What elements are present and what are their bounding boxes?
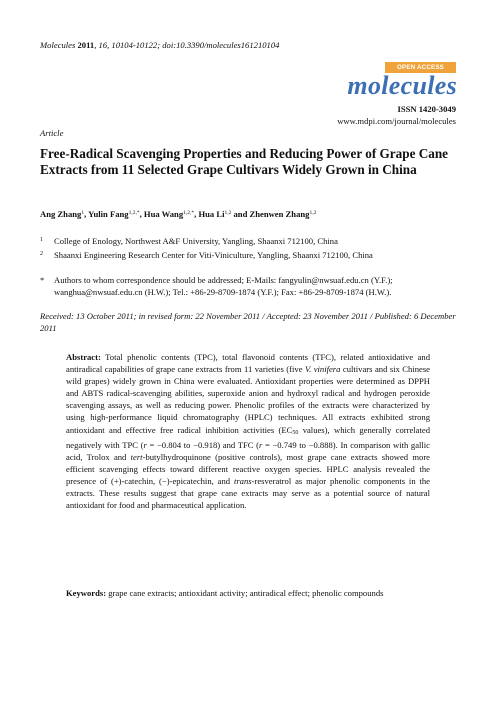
author-name: Zhenwen Zhang <box>249 209 310 219</box>
affiliation-2: 2 Shaanxi Engineering Research Center for Viti-Viniculture, Yangling, Shaanxi 712100, China <box>40 250 373 260</box>
author-affiliation-marker: 1,2,* <box>183 210 195 216</box>
author-affiliation-marker: 1,2,* <box>128 210 140 216</box>
abstract-label: Abstract: <box>66 352 101 362</box>
citation-year: 2011 <box>77 40 95 50</box>
correspondence-text: Authors to whom correspondence should be addressed; E-Mails: fangyulin@nwsuaf.edu.cn (Y.F.); wanghua@nwsuaf.edu.cn (H.W.); Tel.: +86-29-8709-1874 (Y.F.); Fax: +86-29-8709-1874 (H.W.). <box>54 275 393 297</box>
keywords-text: grape cane extracts; antioxidant activity; antiradical effect; phenolic compounds <box>106 588 384 598</box>
citation-pages-doi: , 10104-10122; doi:10.3390/molecules161210104 <box>107 40 280 50</box>
journal-url-link[interactable]: www.mdpi.com/journal/molecules <box>337 116 456 126</box>
keywords-line <box>66 588 430 598</box>
author-name: Yulin Fang <box>88 209 129 219</box>
journal-citation: Molecules 2011, 16, 10104-10122; doi:10.3390/molecules161210104 <box>40 40 280 50</box>
citation-journal: Molecules <box>40 40 76 50</box>
author-name: Hua Li <box>198 209 225 219</box>
journal-logo-text: molecules <box>347 71 457 100</box>
author-affiliation-marker: 1,2 <box>309 210 317 216</box>
citation-volume: 16 <box>98 40 108 50</box>
affiliation-1: 1 College of Enology, Northwest A&F University, Yangling, Shaanxi 712100, China <box>40 236 338 246</box>
correspondence-star: * <box>40 275 45 285</box>
open-access-badge: OPEN ACCESS <box>385 62 456 73</box>
author-name: Hua Wang <box>143 209 184 219</box>
article-title: Free-Radical Scavenging Properties and Reducing Power of Grape Cane Extracts from 11 Selected Grape Cultivars Widely Grown in China <box>40 146 449 177</box>
author-affiliation-marker: 1,2 <box>224 210 232 216</box>
author-list: Ang Zhang$^1$, Yulin Fang$^{1,2,*}$, Hua Wang$^{1,2,*}$, Hua Li$^{1,2}$ and Zhenwen Zhang$^{1,2}$ <box>40 209 317 219</box>
author-name: Ang Zhang <box>40 209 82 219</box>
keywords-label: Keywords: <box>66 588 107 598</box>
publication-dates: Received: 13 October 2011; in revised form: 22 November 2011 / Accepted: 23 November 2011 / Published: 6 December 2011 <box>40 311 456 333</box>
abstract-paragraph: Abstract: Total phenolic contents (TPC), total flavonoid contents (TFC), related antioxidative and antiradical capabilities of grape cane extracts from 11 varieties (five V. vinifera cultivars and six Chinese wild grapes) widely grown in China were evaluated. Antioxidant properties were determined as DPPH and ABTS radical-scavenging abilities, superoxide anion and hydroxyl radical and hydrogen peroxide scavenging assays, as well as reducing power. Phenolic profiles of the extracts were characterized by using high-performance liquid chromatography (HPLC) techniques. All extracts exhibited strong antioxidant and effective free radical inhibition activities ($EC_{50}$ values), which generally correlated negatively with TPC (r = −0.804 to −0.918) and TFC (r = −0.749 to −0.888). In comparison with gallic acid, Trolox and tert-butylhydroquinone (positive controls), most grape cane extracts showed more efficient scavenging effects toward different reactive oxygen species. HPLC analysis revealed the presence of (+)-catechin, (−)-epicatechin, and trans-resveratrol as major phenolic components in the extracts. These results suggest that grape cane extracts may serve as a potential source of natural antioxidant for food and pharmaceutical application. <box>66 352 430 511</box>
issn-label: ISSN 1420-3049 <box>397 104 456 114</box>
author-affiliation-marker: 1 <box>81 210 85 216</box>
article-type-label: Article <box>40 128 64 138</box>
correspondence-note <box>40 274 460 298</box>
